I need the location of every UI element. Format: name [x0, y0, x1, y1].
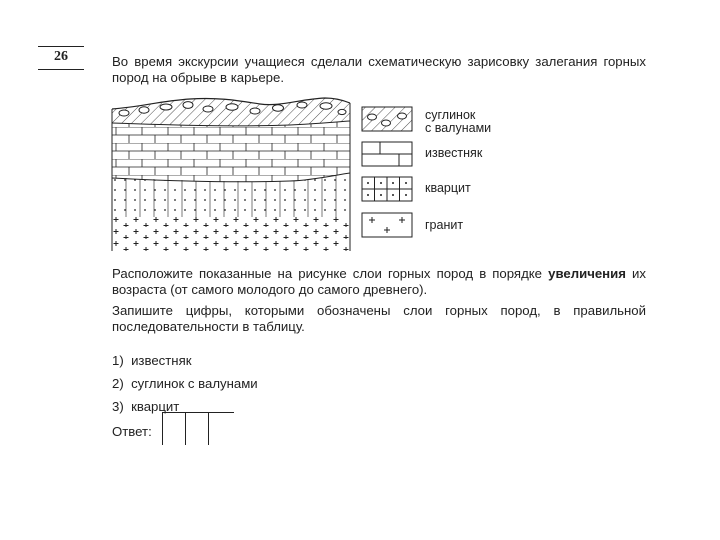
legend-label-quartzite: кварцит — [425, 181, 471, 195]
cross-section — [112, 95, 350, 251]
options-list — [112, 349, 258, 418]
task-emphasis: увеличения — [548, 266, 626, 281]
answer-label: Ответ: — [112, 424, 152, 439]
legend-swatch-granite — [362, 213, 412, 237]
task-instruction: Запишите цифры, которыми обозначены слои горных пород, в правильной последовательности в таблицу. — [112, 303, 646, 334]
legend-label-loam: суглинок с валунами — [425, 108, 492, 135]
legend-label-limestone: известняк — [425, 146, 483, 160]
answer-cell-3[interactable] — [208, 413, 232, 445]
answer-cell-2[interactable] — [185, 413, 209, 445]
option-2: 2) суглинок с валунами — [112, 376, 258, 391]
answer-table — [162, 412, 234, 445]
limestone-layer — [112, 121, 350, 182]
legend-swatches — [362, 107, 412, 237]
question-number-bottom-rule — [38, 69, 84, 70]
answer-cell-1[interactable] — [162, 413, 186, 445]
question-number-box — [38, 46, 84, 68]
question-number: 26 — [54, 49, 68, 64]
question-number-top-rule — [38, 46, 84, 47]
task-text: Расположите показанные на рисунке слои горных пород в порядке увеличения их возраста (от самого молодого до самого древнего). — [112, 266, 646, 297]
option-1: 1) известняк — [112, 353, 192, 368]
option-3: 3) кварцит — [112, 399, 180, 414]
question-intro: Во время экскурсии учащиеся сделали схематическую зарисовку залегания горных пород на обрыве в карьере. — [112, 54, 646, 85]
granite-layer — [112, 217, 350, 251]
rock-layers-figure — [110, 95, 430, 257]
legend-label-granite: гранит — [425, 218, 464, 232]
